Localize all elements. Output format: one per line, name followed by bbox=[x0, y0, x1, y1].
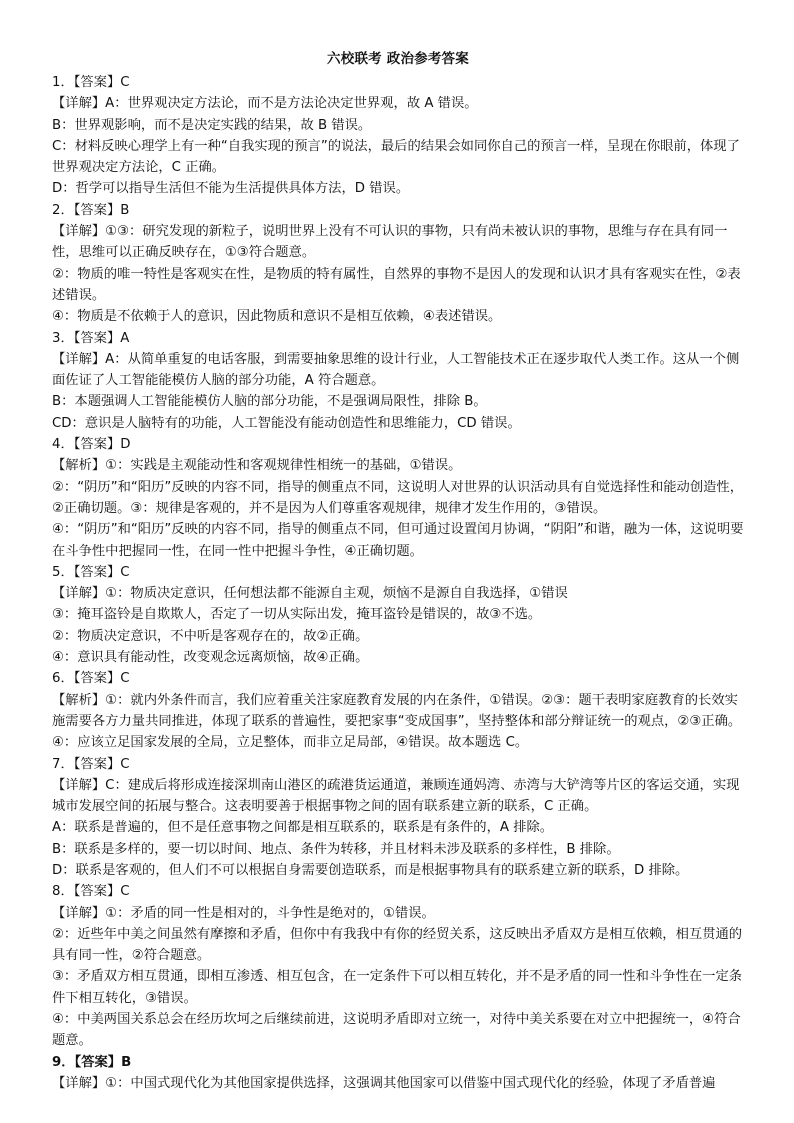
answer-line: B：联系是多样的，要一切以时间、地点、条件为转移，并且材料未涉及联系的多样性，B 排除。 bbox=[52, 841, 620, 857]
answer-line: B：世界观影响，而不是决定实践的结果，故 B 错误。 bbox=[52, 117, 372, 133]
answer-line: C：材料反映心理学上有一种“自我实现的预言”的说法，最后的结果会如同你自己的预言一样，呈现在你眼前，体现了世界观决定方法论，C 正确。 bbox=[52, 138, 740, 176]
answer-line: A：联系是普遍的，但不是任意事物之间都是相互联系的，联系是有条件的，A 排除。 bbox=[52, 820, 554, 836]
answer-line: 【详解】①：中国式现代化为其他国家提供选择，这强调其他国家可以借鉴中国式现代化的经验，体现了矛盾普遍 bbox=[52, 1075, 716, 1091]
answer-line: 2．【答案】B bbox=[52, 202, 130, 218]
answer-line: ③：掩耳盗铃是自欺欺人，否定了一切从实际出发，掩耳盗铃是错误的，故③不选。 bbox=[52, 607, 542, 623]
answer-line: 【解析】①：实践是主观能动性和客观规律性相统一的基础，①错误。 bbox=[52, 458, 462, 474]
answer-line: B：本题强调人工智能能模仿人脑的部分功能，不是强调局限性，排除 B。 bbox=[52, 394, 487, 410]
answer-line: ④：意识具有能动性，改变观念远离烦恼，故④正确。 bbox=[52, 650, 369, 666]
page-title: 六校联考 政治参考答案 bbox=[327, 51, 469, 67]
answer-line: 4．【答案】D bbox=[52, 437, 131, 453]
answer-line: 6．【答案】C bbox=[52, 671, 130, 687]
answer-line: ③：矛盾双方相互贯通，即相互渗透、相互包含，在一定条件下可以相互转化，并不是矛盾的同一性和斗争性在一定条件下相互转化，③错误。 bbox=[52, 969, 743, 1006]
answer-line: 7．【答案】C bbox=[52, 756, 130, 772]
answer-body bbox=[52, 72, 744, 1094]
answer-line: 【详解】①：物质决定意识，任何想法都不能源自主观，烦恼不是源自自我选择，①错误 bbox=[52, 586, 568, 602]
answer-line: ②：物质的唯一特性是客观实在性，是物质的特有属性，自然界的事物不是因人的发现和认识才具有客观实在性，②表述错误。 bbox=[52, 266, 741, 303]
answer-line: 9．【答案】B bbox=[52, 1054, 132, 1070]
answer-line: 【详解】①③：研究发现的新粒子，说明世界上没有不可认识的事物，只有尚未被认识的事物，思维与存在具有同一性，思维可以正确反映存在，①③符合题意。 bbox=[52, 224, 728, 261]
answer-line: ④：物质是不依赖于人的意识，因此物质和意识不是相互依赖，④表述错误。 bbox=[52, 309, 502, 325]
answer-line: ②：“阴历”和“阳历”反映的内容不同，指导的侧重点不同，这说明人对世界的认识活动具有自觉选择性和能动创造性，②正确切题。③：规律是客观的，并不是因为人们尊重客观规律，规律才发生作用的，③错误。 bbox=[52, 479, 744, 516]
answer-line: ②：近些年中美之间虽然有摩擦和矛盾，但你中有我我中有你的经贸关系，这反映出矛盾双方是相互依赖，相互贯通的具有同一性，②符合题意。 bbox=[52, 926, 743, 964]
answer-line: 3．【答案】A bbox=[52, 330, 130, 346]
answer-line: 1．【答案】C bbox=[52, 75, 130, 90]
answer-line: 【详解】A：从简单重复的电话客服，到需要抽象思维的设计行业，人工智能技术正在逐步取代人类工作。这从一个侧面佐证了人工智能能模仿人脑的部分功能，A 符合题意。 bbox=[52, 351, 740, 389]
answer-line: 【详解】A：世界观决定方法论，而不是方法论决定世界观，故 A 错误。 bbox=[52, 96, 478, 112]
answer-line: 5．【答案】C bbox=[52, 564, 130, 580]
answer-line: 【解析】①：就内外条件而言，我们应着重关注家庭教育发展的内在条件，①错误。②③：题干表明家庭教育的长效实施需要各方力量共同推进，体现了联系的普遍性，要把家事“变成国事”，坚持整体和部分辩证统一的观点，②③正确。④：应该立足国家发展的全局，立足整体，而非立足局部，④错误。故本题选 C。 bbox=[52, 692, 742, 751]
answer-line: ④：中美两国关系总会在经历坎坷之后继续前进，这说明矛盾即对立统一，对待中美关系要在对立中把握统一，④符合题意。 bbox=[52, 1012, 741, 1049]
answer-line: D：哲学可以指导生活但不能为生活提供具体方法，D 错误。 bbox=[52, 181, 410, 197]
answer-line: 【详解】C：建成后将形成连接深圳南山港区的疏港货运通道，兼顾连通妈湾、赤湾与大铲湾等片区的客运交通，实现城市发展空间的拓展与整合。这表明要善于根据事物之间的固有联系建立新的联系，C 正确。 bbox=[52, 777, 740, 815]
answer-line: ④：“阴历”和“阳历”反映的内容不同，指导的侧重点不同，但可通过设置闰月协调，“阴阳”和谐，融为一体，这说明要在斗争性中把握同一性，在同一性中把握斗争性，④正确切题。 bbox=[52, 522, 744, 559]
answer-line: D：联系是客观的，但人们不可以根据自身需要创造联系，而是根据事物具有的联系建立新的联系，D 排除。 bbox=[52, 862, 689, 878]
answer-line: 【详解】①：矛盾的同一性是相对的，斗争性是绝对的，①错误。 bbox=[52, 905, 435, 921]
answer-line: CD：意识是人脑特有的功能，人工智能没有能动创造性和思维能力，CD 错误。 bbox=[52, 415, 521, 431]
answer-line: ②：物质决定意识，不中听是客观存在的，故②正确。 bbox=[52, 628, 369, 644]
answer-line: 8．【答案】C bbox=[52, 884, 130, 900]
